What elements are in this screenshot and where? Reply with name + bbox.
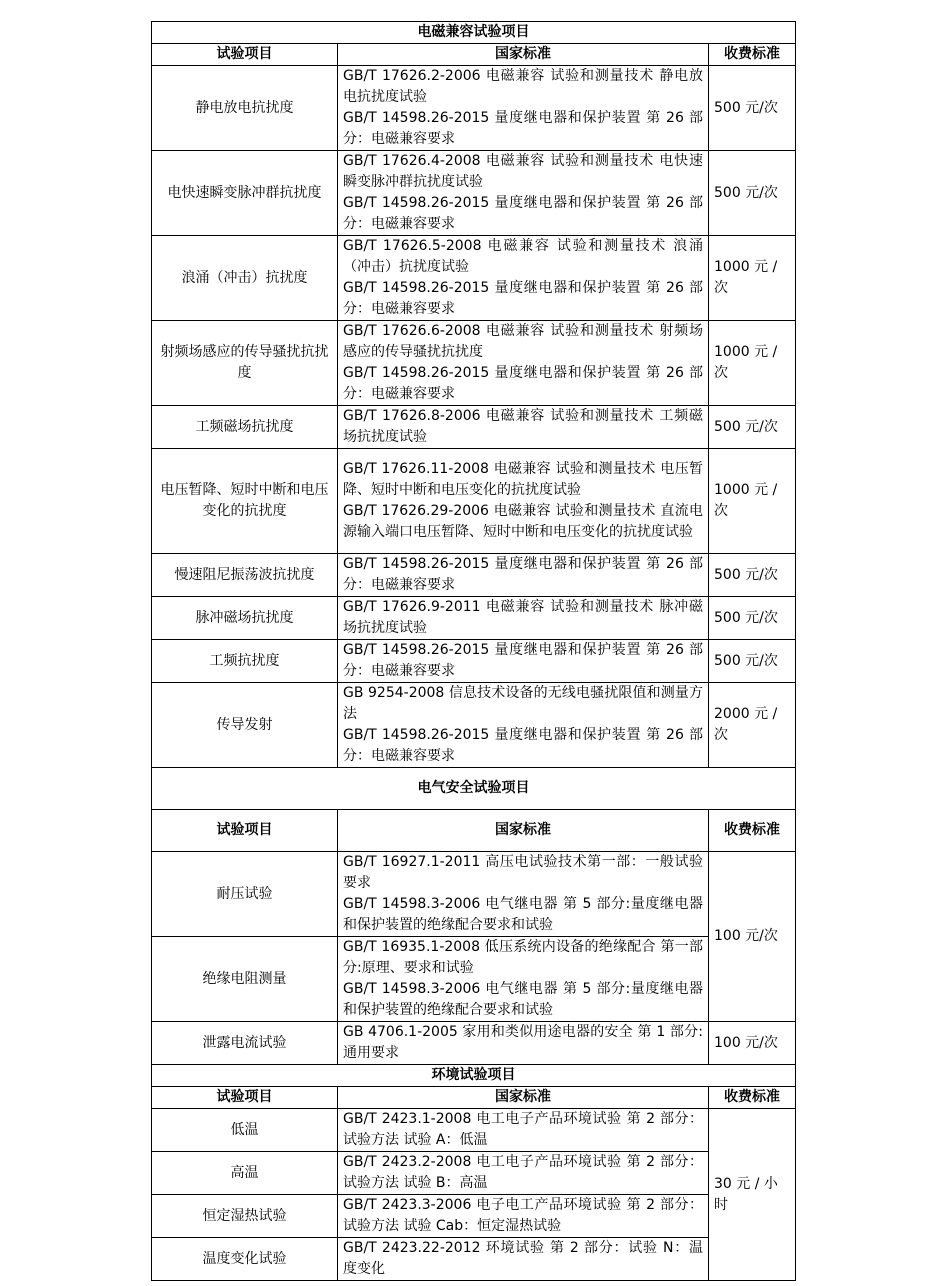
table-row <box>152 554 796 597</box>
header-row <box>152 1087 796 1109</box>
test-item: 绝缘电阻测量 <box>152 937 338 1022</box>
standard-line: GB 9254-2008 信息技术设备的无线电骚扰限值和测量方法 <box>343 685 703 722</box>
header-row <box>152 44 796 66</box>
standard-line: GB/T 17626.4-2008 电磁兼容 试验和测量技术 电快速瞬变脉冲群抗扰度试验 <box>343 153 703 190</box>
header-standard: 国家标准 <box>338 810 709 852</box>
standard-line: GB/T 14598.26-2015 量度继电器和保护装置 第 26 部分：电磁兼容要求 <box>343 365 703 402</box>
standard-line: GB/T 2423.3-2006 电子电工产品环境试验 第 2 部分：试验方法 试验 Cab：恒定湿热试验 <box>343 1197 703 1234</box>
test-item: 泄露电流试验 <box>152 1022 338 1065</box>
standard-line: GB/T 17626.9-2011 电磁兼容 试验和测量技术 脉冲磁场抗扰度试验 <box>343 599 703 636</box>
table-row <box>152 683 796 768</box>
header-fee: 收费标准 <box>709 44 796 66</box>
table-row <box>152 449 796 554</box>
fee: 500 元/次 <box>709 597 796 640</box>
standard-line: GB/T 17626.8-2006 电磁兼容 试验和测量技术 工频磁场抗扰度试验 <box>343 408 703 445</box>
table-row <box>152 1109 796 1152</box>
fee-shared: 30 元 / 小时 <box>709 1109 796 1281</box>
national-standard <box>338 151 709 236</box>
table-row <box>152 597 796 640</box>
standard-line: GB/T 2423.1-2008 电工电子产品环境试验 第 2 部分：试验方法 试验 A：低温 <box>343 1111 703 1148</box>
national-standard <box>338 683 709 768</box>
section-title: 电磁兼容试验项目 <box>152 22 796 44</box>
national-standard <box>338 852 709 937</box>
standard-line: GB/T 2423.22-2012 环境试验 第 2 部分：试验 N：温度变化 <box>343 1240 703 1277</box>
section-title-row <box>152 22 796 44</box>
table-row <box>152 1022 796 1065</box>
standard-line: GB/T 14598.26-2015 量度继电器和保护装置 第 26 部分：电磁兼容要求 <box>343 195 703 232</box>
fee: 1000 元 / 次 <box>709 449 796 554</box>
fee: 1000 元 / 次 <box>709 236 796 321</box>
standard-line: GB/T 14598.26-2015 量度继电器和保护装置 第 26 部分：电磁兼容要求 <box>343 727 703 764</box>
header-fee: 收费标准 <box>709 810 796 852</box>
national-standard <box>338 554 709 597</box>
standard-line: GB/T 17626.11-2008 电磁兼容 试验和测量技术 电压暂降、短时中断和电压变化的抗扰度试验 <box>343 461 703 498</box>
table-row <box>152 406 796 449</box>
test-item: 电快速瞬变脉冲群抗扰度 <box>152 151 338 236</box>
standard-line: GB/T 14598.26-2015 量度继电器和保护装置 第 26 部分：电磁兼容要求 <box>343 642 703 679</box>
standard-line: GB/T 14598.26-2015 量度继电器和保护装置 第 26 部分：电磁兼容要求 <box>343 110 703 147</box>
national-standard <box>338 937 709 1022</box>
national-standard <box>338 236 709 321</box>
standard-line: GB/T 17626.6-2008 电磁兼容 试验和测量技术 射频场感应的传导骚扰抗扰度 <box>343 323 703 360</box>
national-standard <box>338 1022 709 1065</box>
test-item: 电压暂降、短时中断和电压变化的抗扰度 <box>152 449 338 554</box>
fee-schedule-table <box>151 21 796 1281</box>
fee: 2000 元 / 次 <box>709 683 796 768</box>
test-item: 射频场感应的传导骚扰抗扰度 <box>152 321 338 406</box>
fee: 500 元/次 <box>709 406 796 449</box>
test-item: 慢速阻尼振荡波抗扰度 <box>152 554 338 597</box>
standard-line: GB/T 16935.1-2008 低压系统内设备的绝缘配合 第一部分:原理、要求和试验 <box>343 939 703 976</box>
standard-line: GB/T 16927.1-2011 高压电试验技术第一部：一般试验要求 <box>343 854 703 891</box>
table-row <box>152 1195 796 1238</box>
fee: 500 元/次 <box>709 640 796 683</box>
standard-line: GB/T 14598.3-2006 电气继电器 第 5 部分:量度继电器和保护装置的绝缘配合要求和试验 <box>343 981 703 1018</box>
header-fee: 收费标准 <box>709 1087 796 1109</box>
table-row <box>152 151 796 236</box>
header-item: 试验项目 <box>152 810 338 852</box>
national-standard <box>338 597 709 640</box>
section-title: 电气安全试验项目 <box>152 768 796 810</box>
national-standard <box>338 1195 709 1238</box>
national-standard <box>338 1109 709 1152</box>
standard-line: GB/T 14598.26-2015 量度继电器和保护装置 第 26 部分：电磁兼容要求 <box>343 280 703 317</box>
header-item: 试验项目 <box>152 1087 338 1109</box>
national-standard <box>338 1238 709 1281</box>
test-item: 工频磁场抗扰度 <box>152 406 338 449</box>
fee: 100 元/次 <box>709 1022 796 1065</box>
table-row <box>152 66 796 151</box>
test-item: 工频抗扰度 <box>152 640 338 683</box>
table-row <box>152 321 796 406</box>
national-standard <box>338 640 709 683</box>
national-standard <box>338 321 709 406</box>
header-item: 试验项目 <box>152 44 338 66</box>
fee: 500 元/次 <box>709 66 796 151</box>
table-row <box>152 1238 796 1281</box>
test-item: 传导发射 <box>152 683 338 768</box>
fee-shared: 100 元/次 <box>709 852 796 1022</box>
test-item: 耐压试验 <box>152 852 338 937</box>
section-title-row <box>152 768 796 810</box>
section-title: 环境试验项目 <box>152 1065 796 1087</box>
test-item: 恒定湿热试验 <box>152 1195 338 1238</box>
standard-line: GB/T 14598.26-2015 量度继电器和保护装置 第 26 部分：电磁兼容要求 <box>343 556 703 593</box>
fee: 500 元/次 <box>709 554 796 597</box>
table-row <box>152 640 796 683</box>
national-standard <box>338 406 709 449</box>
standard-line: GB/T 17626.5-2008 电磁兼容 试验和测量技术 浪涌（冲击）抗扰度试验 <box>343 238 703 275</box>
section-title-row <box>152 1065 796 1087</box>
table-row <box>152 1152 796 1195</box>
standard-line: GB 4706.1-2005 家用和类似用途电器的安全 第 1 部分:通用要求 <box>343 1024 703 1061</box>
fee: 500 元/次 <box>709 151 796 236</box>
header-standard: 国家标准 <box>338 44 709 66</box>
table-row <box>152 852 796 937</box>
table-row <box>152 937 796 1022</box>
fee: 1000 元 / 次 <box>709 321 796 406</box>
test-item: 脉冲磁场抗扰度 <box>152 597 338 640</box>
national-standard <box>338 66 709 151</box>
test-item: 静电放电抗扰度 <box>152 66 338 151</box>
standard-line: GB/T 17626.29-2006 电磁兼容 试验和测量技术 直流电源输入端口电压暂降、短时中断和电压变化的抗扰度试验 <box>343 503 703 540</box>
table-row <box>152 236 796 321</box>
standard-line: GB/T 17626.2-2006 电磁兼容 试验和测量技术 静电放电抗扰度试验 <box>343 68 703 105</box>
header-row <box>152 810 796 852</box>
test-item: 高温 <box>152 1152 338 1195</box>
test-item: 低温 <box>152 1109 338 1152</box>
header-standard: 国家标准 <box>338 1087 709 1109</box>
test-item: 温度变化试验 <box>152 1238 338 1281</box>
standard-line: GB/T 2423.2-2008 电工电子产品环境试验 第 2 部分：试验方法 试验 B：高温 <box>343 1154 703 1191</box>
test-item: 浪涌（冲击）抗扰度 <box>152 236 338 321</box>
national-standard <box>338 1152 709 1195</box>
standard-line: GB/T 14598.3-2006 电气继电器 第 5 部分:量度继电器和保护装置的绝缘配合要求和试验 <box>343 896 703 933</box>
national-standard <box>338 449 709 554</box>
